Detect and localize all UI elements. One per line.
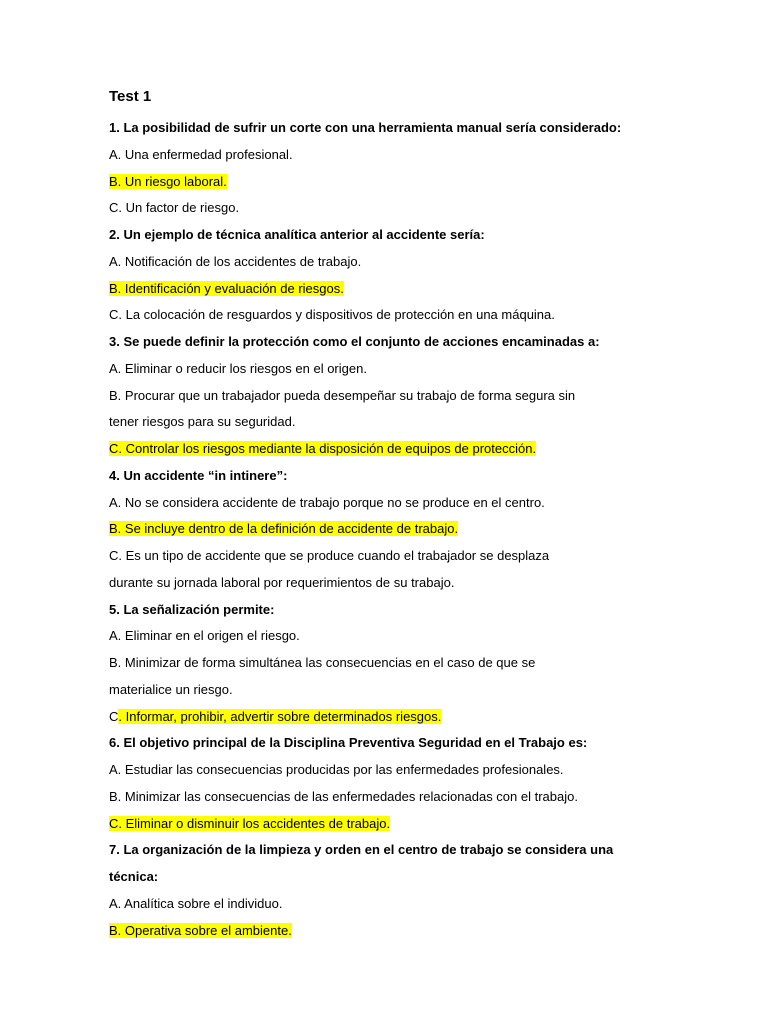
answer-option bbox=[109, 547, 549, 564]
answer-option bbox=[109, 895, 282, 912]
line-text: 5. La señalización permite: bbox=[109, 602, 275, 617]
answer-option bbox=[109, 387, 575, 404]
document-title: Test 1 bbox=[109, 88, 152, 105]
line-text: 4. Un accidente “in intinere”: bbox=[109, 468, 288, 483]
answer-option bbox=[109, 788, 578, 805]
line-text: B. Procurar que un trabajador pueda desempeñar su trabajo de forma segura sin bbox=[109, 388, 576, 403]
line-text: B. Identificación y evaluación de riesgos. bbox=[109, 281, 344, 296]
line-text: 7. La organización de la limpieza y orden en el centro de trabajo se considera una bbox=[109, 842, 614, 857]
line-text: B. Operativa sobre el ambiente. bbox=[109, 923, 292, 938]
answer-option bbox=[109, 253, 361, 270]
answer-option bbox=[109, 681, 233, 698]
answer-option bbox=[109, 199, 239, 216]
question-text bbox=[109, 467, 287, 484]
line-text: B. Un riesgo laboral. bbox=[109, 174, 227, 189]
highlighted-answer bbox=[109, 922, 292, 939]
line-text: 3. Se puede definir la protección como el conjunto de acciones encaminadas a: bbox=[109, 334, 600, 349]
highlighted-answer bbox=[109, 815, 390, 832]
answer-option bbox=[109, 627, 300, 644]
line-text: técnica: bbox=[109, 869, 159, 884]
answer-option bbox=[109, 413, 295, 430]
line-text: materialice un riesgo. bbox=[109, 682, 233, 697]
question-text bbox=[109, 734, 587, 751]
line-text: A. Estudiar las consecuencias producidas por las enfermedades profesionales. bbox=[109, 762, 564, 777]
question-text bbox=[109, 226, 485, 243]
answer-option bbox=[109, 574, 454, 591]
highlighted-answer bbox=[109, 173, 227, 190]
answer-option bbox=[109, 708, 441, 725]
line-text: C bbox=[109, 709, 119, 724]
answer-option bbox=[109, 654, 535, 671]
line-text: C. Eliminar o disminuir los accidentes de trabajo. bbox=[109, 816, 391, 831]
line-text: 6. El objetivo principal de la Disciplina Preventiva Seguridad en el Trabajo es: bbox=[109, 735, 588, 750]
answer-option bbox=[109, 360, 367, 377]
line-text: durante su jornada laboral por requerimientos de su trabajo. bbox=[109, 575, 455, 590]
line-text: A. Analítica sobre el individuo. bbox=[109, 896, 283, 911]
highlighted-answer bbox=[109, 280, 344, 297]
line-text: B. Minimizar las consecuencias de las enfermedades relacionadas con el trabajo. bbox=[109, 789, 578, 804]
line-text: 2. Un ejemplo de técnica analítica anterior al accidente sería: bbox=[109, 227, 485, 242]
answer-option bbox=[109, 306, 555, 323]
line-text: C. Un factor de riesgo. bbox=[109, 200, 240, 215]
question-text bbox=[109, 841, 613, 858]
line-text: A. No se considera accidente de trabajo porque no se produce en el centro. bbox=[109, 495, 545, 510]
question-text bbox=[109, 601, 274, 618]
question-text bbox=[109, 868, 158, 885]
line-text: A. Eliminar en el origen el riesgo. bbox=[109, 628, 300, 643]
highlighted-answer-text: . Informar, prohibir, advertir sobre determinados riesgos. bbox=[118, 709, 442, 724]
line-text: B. Se incluye dentro de la definición de accidente de trabajo. bbox=[109, 521, 459, 536]
line-text: 1. La posibilidad de sufrir un corte con una herramienta manual sería considerado: bbox=[109, 120, 622, 135]
line-text: A. Una enfermedad profesional. bbox=[109, 147, 293, 162]
answer-option bbox=[109, 494, 545, 511]
line-text: C. La colocación de resguardos y dispositivos de protección en una máquina. bbox=[109, 307, 555, 322]
line-text: A. Notificación de los accidentes de trabajo. bbox=[109, 254, 362, 269]
answer-option bbox=[109, 146, 293, 163]
highlighted-answer bbox=[109, 440, 536, 457]
line-text: C. Controlar los riesgos mediante la disposición de equipos de protección. bbox=[109, 441, 537, 456]
line-text: B. Minimizar de forma simultánea las consecuencias en el caso de que se bbox=[109, 655, 536, 670]
question-text bbox=[109, 119, 621, 136]
line-text: C. Es un tipo de accidente que se produce cuando el trabajador se desplaza bbox=[109, 548, 550, 563]
line-text: A. Eliminar o reducir los riesgos en el origen. bbox=[109, 361, 367, 376]
answer-option bbox=[109, 761, 564, 778]
line-text: tener riesgos para su seguridad. bbox=[109, 414, 296, 429]
highlighted-answer bbox=[109, 520, 458, 537]
question-text bbox=[109, 333, 600, 350]
